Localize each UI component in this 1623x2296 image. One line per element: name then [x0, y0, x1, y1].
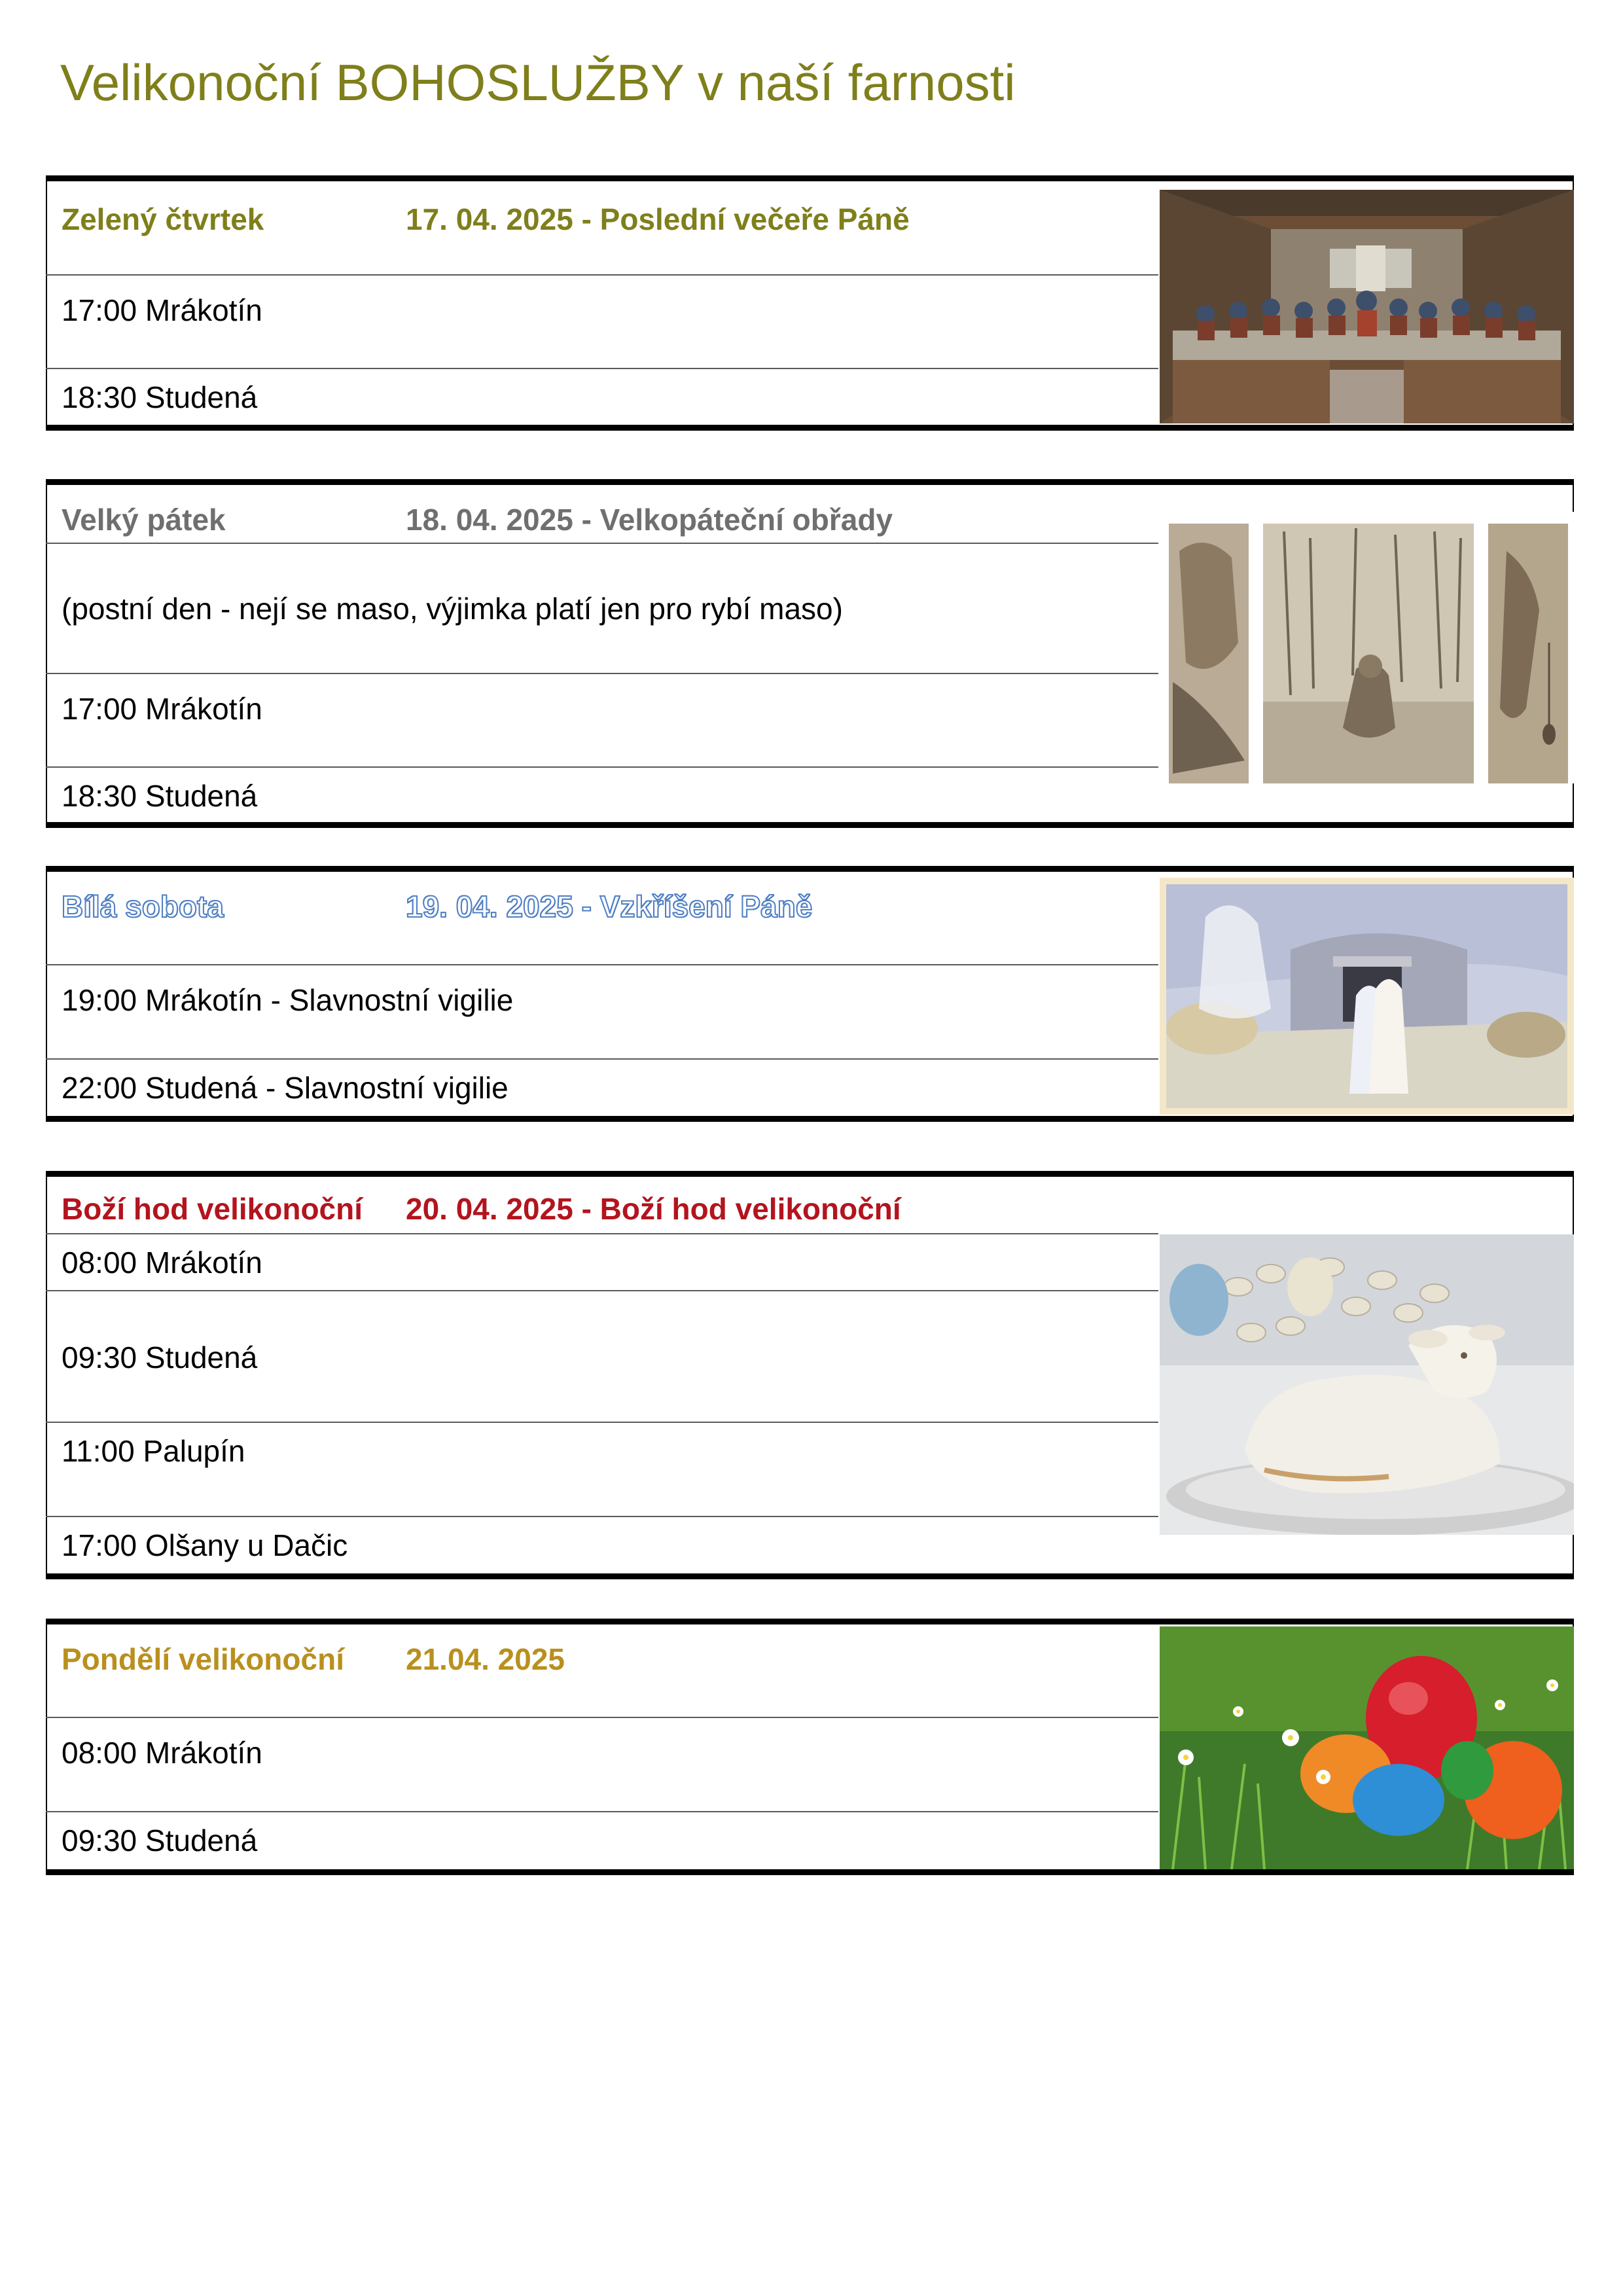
passion-triptych-drawing	[1160, 512, 1574, 783]
schedule-row	[46, 1517, 1158, 1573]
day-name: Boží hod velikonoční	[62, 1192, 363, 1226]
resurrection-tomb-painting	[1160, 878, 1574, 1115]
note-row	[46, 544, 1158, 674]
section-bottom-rule	[46, 1116, 1574, 1122]
section-easter-sunday	[46, 1171, 1574, 1579]
section-good-friday	[46, 479, 1574, 828]
day-info: 17. 04. 2025 - Poslední večeře Páně	[406, 202, 910, 236]
schedule-row	[46, 1812, 1158, 1869]
schedule-entry: 17:00 Mrákotín	[62, 293, 262, 327]
section-bottom-rule	[46, 1869, 1574, 1875]
section-green-thursday	[46, 175, 1574, 431]
section-top-rule	[46, 1619, 1574, 1624]
page-title: Velikonoční BOHOSLUŽBY v naší farnosti	[60, 54, 1016, 111]
schedule-row	[46, 1291, 1158, 1423]
schedule-row	[46, 674, 1158, 768]
schedule-row	[46, 768, 1158, 822]
schedule-entry: 17:00 Mrákotín	[62, 692, 262, 726]
day-info: 20. 04. 2025 - Boží hod velikonoční	[406, 1192, 901, 1226]
section-easter-monday	[46, 1619, 1574, 1875]
day-info: 21.04. 2025	[406, 1642, 565, 1676]
schedule-entry: 17:00 Olšany u Dačic	[62, 1528, 348, 1562]
section-top-rule	[46, 866, 1574, 872]
schedule-entry: 09:30 Studená	[62, 1823, 258, 1857]
schedule-entry: 22:00 Studená - Slavnostní vigilie	[62, 1071, 508, 1105]
schedule-entry: 11:00 Palupín	[62, 1434, 245, 1468]
section-header-row	[46, 872, 1158, 965]
day-info: 19. 04. 2025 - Vzkříšení Páně	[406, 889, 813, 924]
schedule-row	[46, 1423, 1158, 1517]
section-header-row	[46, 485, 1158, 544]
section-holy-saturday	[46, 866, 1574, 1122]
day-name: Bílá sobota	[62, 889, 224, 924]
schedule-row	[46, 1234, 1158, 1291]
last-supper-painting	[1160, 190, 1574, 423]
schedule-entry: 08:00 Mrákotín	[62, 1736, 262, 1770]
section-header-row	[46, 1177, 1158, 1234]
day-info: 18. 04. 2025 - Velkopáteční obřady	[406, 503, 893, 537]
schedule-row	[46, 965, 1158, 1060]
schedule-row	[46, 369, 1158, 425]
fasting-note: (postní den - nejí se maso, výjimka platí jen pro rybí maso)	[62, 592, 843, 626]
section-bottom-rule	[46, 1573, 1574, 1579]
day-name: Pondělí velikonoční	[62, 1642, 344, 1676]
easter-lamb-cake-photo	[1160, 1234, 1574, 1535]
schedule-entry: 09:30 Studená	[62, 1340, 258, 1374]
schedule-entry: 18:30 Studená	[62, 380, 258, 414]
schedule-entry: 08:00 Mrákotín	[62, 1246, 262, 1280]
section-header-row	[46, 1624, 1158, 1718]
schedule-entry: 18:30 Studená	[62, 779, 258, 813]
schedule-row	[46, 276, 1158, 369]
section-top-rule	[46, 1171, 1574, 1177]
schedule-row	[46, 1718, 1158, 1812]
section-bottom-rule	[46, 425, 1574, 431]
day-name: Zelený čtvrtek	[62, 202, 264, 236]
day-name: Velký pátek	[62, 503, 226, 537]
section-header-row	[46, 181, 1158, 276]
section-bottom-rule	[46, 822, 1574, 828]
section-top-rule	[46, 479, 1574, 485]
easter-eggs-in-grass-photo	[1160, 1626, 1574, 1869]
schedule-row	[46, 1060, 1158, 1116]
section-top-rule	[46, 175, 1574, 181]
schedule-entry: 19:00 Mrákotín - Slavnostní vigilie	[62, 983, 514, 1017]
